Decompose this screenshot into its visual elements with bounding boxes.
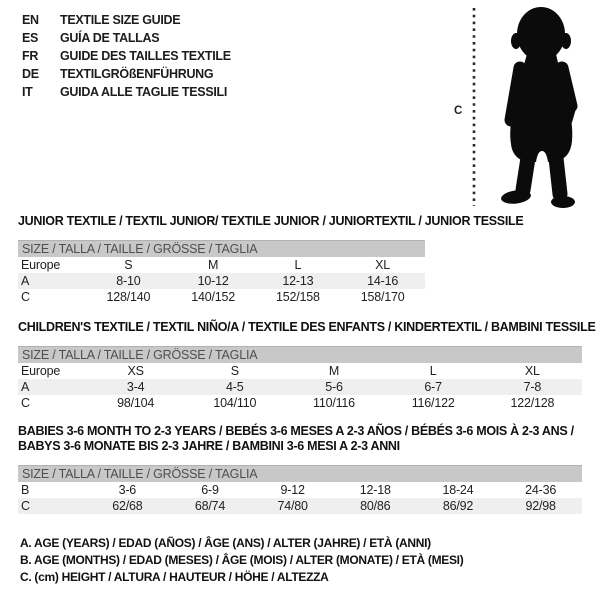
baby-silhouette bbox=[482, 4, 597, 210]
section-title-wrap bbox=[18, 214, 524, 229]
row-label-cell: A bbox=[18, 379, 86, 395]
size-cell: 14-16 bbox=[340, 273, 425, 289]
childrens-textile-section bbox=[18, 320, 596, 411]
section-title: BABIES 3-6 MONTH TO 2-3 YEARS / BEBÉS 3-6 MESES A 2-3 AÑOS / BÉBÉS 3-6 MOIS À 2-3 ANS / bbox=[18, 424, 574, 438]
size-cell: 74/80 bbox=[251, 498, 334, 514]
language-code: EN bbox=[22, 13, 39, 27]
size-cell: S bbox=[230, 364, 239, 378]
size-cell: 18-24 bbox=[442, 483, 474, 497]
row-label-cell: C bbox=[18, 498, 86, 514]
baby-figure-area bbox=[440, 0, 600, 215]
language-row bbox=[22, 83, 231, 101]
section-title: JUNIOR TEXTILE / TEXTIL JUNIOR/ TEXTILE JUNIOR / JUNIORTEXTIL / JUNIOR TESSILE bbox=[18, 214, 524, 228]
row-label-cell: A bbox=[18, 273, 86, 289]
size-cell: 24-36 bbox=[525, 483, 557, 497]
size-cell: XS bbox=[127, 364, 144, 378]
size-cell: 10-12 bbox=[171, 273, 256, 289]
table-row bbox=[18, 498, 582, 514]
language-title: TEXTILGRÖßENFÜHRUNG bbox=[60, 67, 214, 81]
size-cell: L bbox=[294, 258, 302, 272]
junior-textile-section bbox=[18, 214, 524, 305]
section-title-wrap bbox=[18, 320, 596, 335]
size-cell: 6-7 bbox=[384, 379, 483, 395]
height-dashed-line bbox=[471, 6, 477, 208]
footnote-line: B. AGE (MONTHS) / EDAD (MESES) / ÂGE (MOIS) / ALTER (MONATE) / ETÀ (MESI) bbox=[20, 553, 464, 567]
size-cell: S bbox=[124, 258, 133, 272]
table-row bbox=[18, 289, 425, 305]
size-table bbox=[18, 257, 425, 305]
size-cell: 86/92 bbox=[417, 498, 500, 514]
footnote-line: A. AGE (YEARS) / EDAD (AÑOS) / ÂGE (ANS) / ALTER (JAHRE) / ETÀ (ANNI) bbox=[20, 536, 431, 550]
size-table bbox=[18, 363, 582, 411]
size-header-bar: SIZE / TALLA / TAILLE / GRÖSSE / TAGLIA bbox=[18, 346, 582, 363]
size-cell: 104/110 bbox=[213, 396, 257, 410]
size-cell: 152/158 bbox=[275, 290, 320, 304]
language-code: FR bbox=[22, 49, 39, 63]
language-title: GUÍA DE TALLAS bbox=[60, 31, 160, 45]
size-cell: 68/74 bbox=[169, 498, 252, 514]
size-header-bar: SIZE / TALLA / TAILLE / GRÖSSE / TAGLIA bbox=[18, 240, 425, 257]
table-row bbox=[18, 363, 582, 379]
size-table bbox=[18, 482, 582, 514]
size-cell: 62/68 bbox=[86, 498, 169, 514]
size-cell: 140/152 bbox=[191, 290, 236, 304]
language-code: ES bbox=[22, 31, 39, 45]
size-cell: 110/116 bbox=[313, 396, 355, 410]
size-cell: 8-10 bbox=[86, 273, 171, 289]
table-row bbox=[18, 273, 425, 289]
language-row bbox=[22, 65, 231, 83]
language-row bbox=[22, 47, 231, 65]
height-measure-label: C bbox=[454, 105, 463, 117]
size-cell: 116/122 bbox=[411, 396, 455, 410]
size-header-bar: SIZE / TALLA / TAILLE / GRÖSSE / TAGLIA bbox=[18, 465, 582, 482]
row-label-cell: Europe bbox=[21, 364, 61, 378]
babies-textile-section bbox=[18, 424, 582, 514]
size-cell: XL bbox=[375, 258, 391, 272]
size-cell: M bbox=[208, 258, 219, 272]
size-cell: 80/86 bbox=[334, 498, 417, 514]
footnote-line: C. (cm) HEIGHT / ALTURA / HAUTEUR / HÖHE / ALTEZZA bbox=[20, 570, 329, 584]
size-cell: 12-13 bbox=[256, 273, 341, 289]
size-cell: L bbox=[429, 364, 437, 378]
table-row bbox=[18, 257, 425, 273]
size-cell: 158/170 bbox=[360, 290, 405, 304]
size-cell: 7-8 bbox=[483, 379, 582, 395]
section-title: CHILDREN'S TEXTILE / TEXTIL NIÑO/A / TEXTILE DES ENFANTS / KINDERTEXTIL / BAMBINI TESSILE bbox=[18, 320, 596, 334]
size-cell: 128/140 bbox=[106, 290, 151, 304]
size-cell: 122/128 bbox=[510, 396, 555, 410]
language-title: GUIDA ALLE TAGLIE TESSILI bbox=[60, 85, 228, 99]
language-title: GUIDE DES TAILLES TEXTILE bbox=[60, 49, 231, 63]
section-title: BABYS 3-6 MONATE BIS 2-3 JAHRE / BAMBINI 3-6 MESI A 2-3 ANNI bbox=[18, 439, 400, 453]
language-code: IT bbox=[22, 85, 33, 99]
table-row bbox=[18, 379, 582, 395]
row-label-cell: Europe bbox=[21, 258, 61, 272]
size-cell: XL bbox=[524, 364, 540, 378]
size-cell: 3-4 bbox=[86, 379, 185, 395]
size-cell: 4-5 bbox=[185, 379, 284, 395]
section-title-wrap bbox=[18, 424, 582, 454]
footnotes bbox=[20, 535, 463, 586]
language-title-list bbox=[22, 11, 231, 101]
language-code: DE bbox=[22, 67, 39, 81]
table-row bbox=[18, 395, 582, 411]
size-cell: M bbox=[328, 364, 340, 378]
row-label-cell: C bbox=[21, 290, 30, 304]
size-cell: 3-6 bbox=[118, 483, 137, 497]
language-row bbox=[22, 29, 231, 47]
language-title: TEXTILE SIZE GUIDE bbox=[60, 13, 181, 27]
size-cell: 92/98 bbox=[499, 498, 582, 514]
language-row bbox=[22, 11, 231, 29]
row-label-cell: C bbox=[21, 396, 30, 410]
size-cell: 9-12 bbox=[280, 483, 305, 497]
size-cell: 5-6 bbox=[284, 379, 383, 395]
size-cell: 12-18 bbox=[359, 483, 391, 497]
table-row bbox=[18, 482, 582, 498]
row-label-cell: B bbox=[21, 483, 30, 497]
size-cell: 6-9 bbox=[201, 483, 219, 497]
size-cell: 98/104 bbox=[117, 396, 155, 410]
